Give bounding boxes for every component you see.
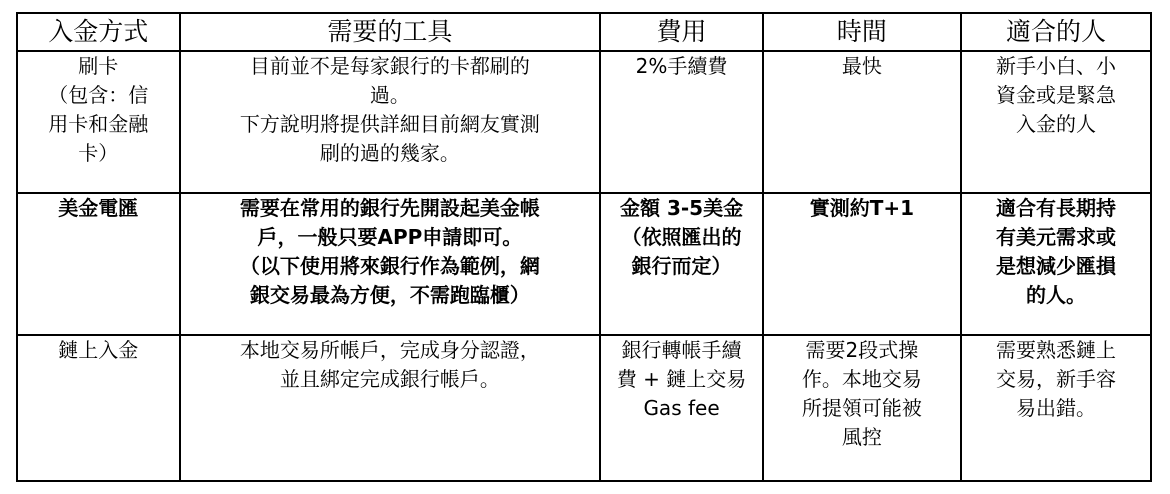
cell-time (763, 51, 961, 193)
suitable-text: 適合有長期持 有美元需求或 是想減少匯損 的人。 (995, 196, 1116, 307)
tools-text: 需要在常用的銀行先開設起美金帳 戶，一般只要APP申請即可。 （以下使用將來銀行作為範例，網 銀交易最為方便，不需跑臨櫃） (239, 196, 540, 307)
cell-method (17, 335, 180, 481)
fee-text: 2%手續費 (635, 54, 728, 78)
cell-fee (600, 51, 763, 193)
cell-tools (180, 193, 601, 335)
time-text: 需要2段式操 作。本地交易 所提領可能被 風控 (801, 338, 922, 449)
cell-tools (180, 335, 601, 481)
table-header-row (17, 13, 1151, 51)
cell-tools (180, 51, 601, 193)
method-text: 刷卡 （包含：信 用卡和金融 卡） (48, 54, 149, 165)
header-deposit-method: 入金方式 (17, 13, 180, 51)
cell-method (17, 193, 180, 335)
cell-suitable (961, 51, 1151, 193)
fee-text: 金額 3-5美金 （依照匯出的 銀行而定） (619, 196, 744, 278)
cell-time (763, 335, 961, 481)
cell-fee (600, 335, 763, 481)
cell-suitable (961, 193, 1151, 335)
method-text: 美金電匯 (58, 196, 139, 220)
header-required-tools: 需要的工具 (180, 13, 601, 51)
cell-suitable (961, 335, 1151, 481)
time-text: 實測約T+1 (809, 196, 915, 220)
tools-text: 目前並不是每家銀行的卡都刷的 過。 下方說明將提供詳細目前網友實測 刷的過的幾家。 (239, 54, 540, 165)
suitable-text: 需要熟悉鏈上 交易，新手容 易出錯。 (995, 338, 1116, 420)
tools-text: 本地交易所帳戶，完成身分認證， 並且綁定完成銀行帳戶。 (239, 338, 540, 391)
cell-time (763, 193, 961, 335)
deposit-methods-table (16, 12, 1152, 482)
table-row (17, 51, 1151, 193)
cell-method (17, 51, 180, 193)
header-fee: 費用 (600, 13, 763, 51)
table-row (17, 335, 1151, 481)
method-text: 鏈上入金 (58, 338, 139, 362)
cell-fee (600, 193, 763, 335)
suitable-text: 新手小白、小 資金或是緊急 入金的人 (995, 54, 1116, 136)
fee-text: 銀行轉帳手續 費 + 鏈上交易 Gas fee (616, 338, 747, 420)
header-suitable-for: 適合的人 (961, 13, 1151, 51)
time-text: 最快 (841, 54, 882, 78)
table-row (17, 193, 1151, 335)
header-time: 時間 (763, 13, 961, 51)
